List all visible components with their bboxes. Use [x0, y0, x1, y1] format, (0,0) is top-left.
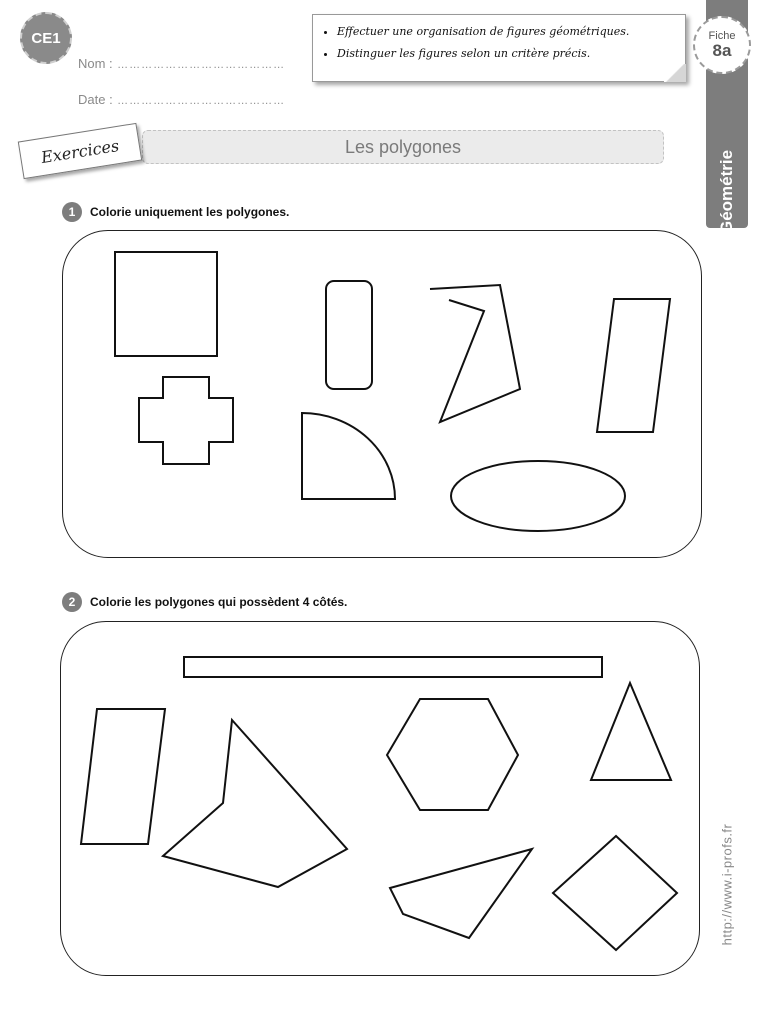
parallelogram-shape[interactable] — [597, 299, 670, 432]
hexagon-shape[interactable] — [387, 699, 518, 810]
date-dots: …………………………………… — [117, 95, 286, 107]
triangle-shape[interactable] — [591, 683, 671, 780]
long-rectangle-shape[interactable] — [184, 657, 602, 677]
question-1-instruction: Colorie uniquement les polygones. — [90, 205, 290, 219]
square-shape[interactable] — [115, 252, 217, 356]
objective-item: • Distinguer les figures selon un critère précis. — [337, 43, 685, 65]
concave-pentagon-shape[interactable] — [163, 720, 347, 887]
quadrilateral-shape[interactable] — [81, 709, 165, 844]
footer-url[interactable]: http://www.i-profs.fr — [719, 823, 735, 946]
objective-item: • Effectuer une organisation de figures géométriques. — [337, 21, 685, 43]
date-label: Date : — [78, 92, 113, 107]
open-polyline-shape[interactable] — [430, 285, 520, 422]
fiche-label: Fiche — [708, 30, 736, 42]
subject-label: Géométrie — [717, 149, 736, 234]
page-title: Les polygones — [344, 136, 462, 157]
cross-shape[interactable] — [139, 377, 233, 464]
quarter-circle-shape[interactable] — [302, 413, 395, 499]
rounded-rectangle-shape[interactable] — [326, 281, 372, 389]
level-badge-text: CE1 — [31, 29, 61, 47]
exercise-tag-text: Exercices — [39, 135, 121, 167]
name-label: Nom : — [78, 56, 113, 71]
ellipse-shape[interactable] — [451, 461, 625, 531]
question-2-number: 2 — [62, 592, 82, 612]
fiche-number: 8a — [712, 41, 732, 60]
question-2-instruction: Colorie les polygones qui possèdent 4 côtés. — [90, 595, 348, 609]
name-dots: …………………………………… — [117, 59, 286, 71]
rhombus-shape[interactable] — [553, 836, 677, 950]
irregular-quadrilateral-shape[interactable] — [390, 849, 532, 938]
question-1-number: 1 — [62, 202, 82, 222]
